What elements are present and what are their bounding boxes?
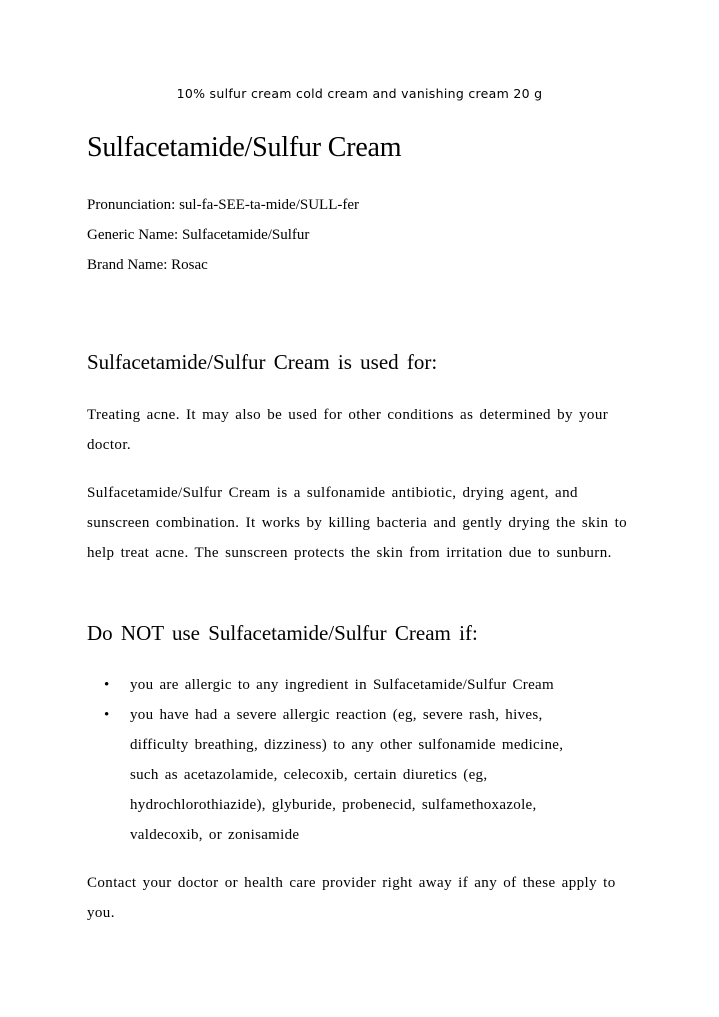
bullet-icon: • — [104, 677, 110, 693]
uses-paragraph-1: Treating acne. It may also be used for other conditions as determined by your doctor. — [87, 407, 609, 453]
generic-name-label: Generic Name: — [87, 227, 179, 243]
pronunciation-line — [87, 197, 359, 214]
list-item — [87, 700, 570, 850]
bullet-icon: • — [104, 707, 110, 723]
generic-name-value: Sulfacetamide/Sulfur — [181, 227, 310, 243]
closing-paragraph: Contact your doctor or health care provider right away if any of these apply to you. — [87, 875, 616, 921]
generic-name-line — [87, 227, 309, 244]
pronunciation-label: Pronunciation: — [87, 197, 176, 213]
brand-name-value: Rosac — [171, 257, 208, 273]
uses-paragraph-2: Sulfacetamide/Sulfur Cream is a sulfonamide antibiotic, drying agent, and sunscreen combination. It works by killing bacteria and gently drying the skin to help treat acne. The sunscreen protects the skin from irritation due to sunburn. — [87, 485, 628, 561]
list-item — [87, 670, 607, 700]
document-title: Sulfacetamide/Sulfur Cream — [87, 132, 402, 163]
brand-name-label: Brand Name: — [87, 257, 168, 273]
list-item-text: you are allergic to any ingredient in Sulfacetamide/Sulfur Cream — [130, 677, 554, 693]
page-header: 10% sulfur cream cold cream and vanishing cream 20 g — [176, 86, 543, 101]
pronunciation-value: sul-fa-SEE-ta-mide/SULL-fer — [179, 197, 360, 213]
brand-name-line — [87, 257, 208, 274]
uses-heading: Sulfacetamide/Sulfur Cream is used for: — [87, 350, 438, 374]
do-not-use-heading: Do NOT use Sulfacetamide/Sulfur Cream if: — [87, 621, 478, 645]
do-not-use-list — [87, 670, 607, 850]
list-item-text: you have had a severe allergic reaction (eg, severe rash, hives, difficulty breathing, dizziness) to any other sulfonamide medicine, such as acetazolamide, celecoxib, certain diuretics (eg, hydrochlorothiazide), glyburide, probenecid, sulfamethoxazole, valdecoxib, or zonisamide — [130, 707, 564, 843]
